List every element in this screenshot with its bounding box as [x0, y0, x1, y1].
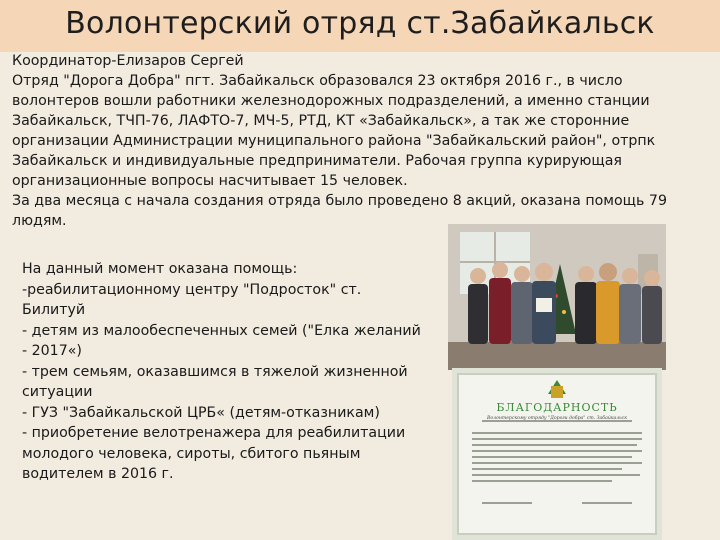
group-photo-illustration [448, 224, 666, 370]
upper-text-block [12, 51, 702, 231]
help-list-block [22, 259, 422, 485]
slide-title: Волонтерский отряд ст.Забайкальск [65, 6, 655, 41]
coordinator-line: Координатор-Елизаров Сергей [12, 53, 244, 69]
help-list-item: -реабилитационному центру "Подросток" ст. Билитуй [22, 281, 362, 318]
certificate-recipient: Волонтерскому отряду "Дороги добра" ст. Забайкальск [487, 416, 627, 421]
help-list-item: - ГУЗ "Забайкальской ЦРБ« (детям-отказникам) [22, 404, 380, 421]
help-list-heading: На данный момент оказана помощь: [22, 261, 298, 277]
team-description-paragraph: Отряд "Дорога Добра" пгт. Забайкальск образовался 23 октября 2016 г., в число волонтеров вошли работники железнодорожных подразделений, а именно станции Забайкальск, ТЧП-76, ЛАФТО-7, МЧ-5, РТД, КТ «Забайкальск», а так же сторонние организации Администрации муниципального района "Забайкальский район", отрпк Забайкальск и индивидуальные предприниматели. Рабочая группа курирующая организационные вопросы насчитывает 15 человек. [12, 73, 656, 189]
certificate-illustration [452, 368, 662, 540]
volunteer-group-photo [448, 224, 666, 370]
certificate-heading: БЛАГОДАРНОСТЬ [496, 401, 618, 414]
help-list-item: - трем семьям, оказавшимся в тяжелой жизненной ситуации [22, 363, 408, 400]
gratitude-certificate [452, 368, 662, 540]
results-paragraph: За два месяца с начала создания отряда было проведено 8 акций, оказана помощь 79 людям. [12, 193, 667, 229]
help-list-item: - детям из малообеспеченных семей ("Елка желаний - 2017«) [22, 322, 421, 359]
help-list-item: - приобретение велотренажера для реабилитации молодого человека, сироты, сбитого пьяным водителем в 2016 г. [22, 425, 406, 482]
